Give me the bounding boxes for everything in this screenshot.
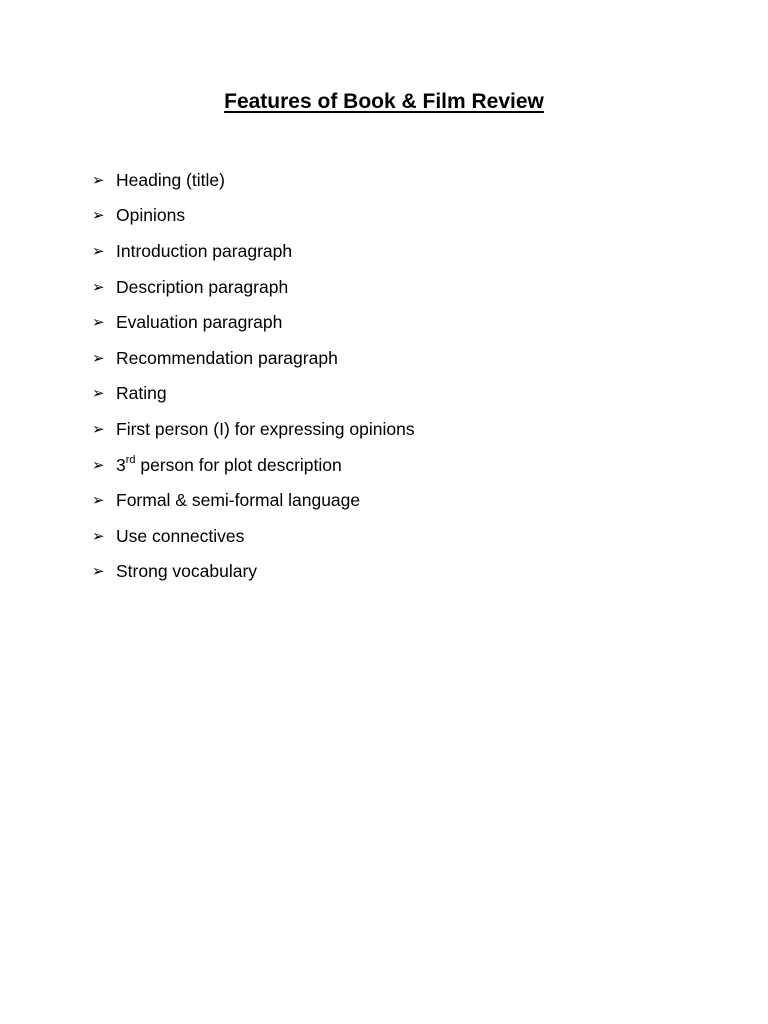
page-title-text: Features of Book & Film Review — [224, 90, 544, 113]
page-title — [0, 86, 768, 118]
arrow-bullet-icon: ➢ — [92, 526, 105, 545]
arrow-bullet-icon: ➢ — [92, 455, 105, 474]
list-item — [92, 482, 415, 518]
list-item — [92, 304, 415, 340]
arrow-bullet-icon: ➢ — [92, 348, 105, 367]
list-item-text-rest: person for plot description — [135, 454, 342, 475]
arrow-bullet-icon: ➢ — [92, 277, 105, 296]
list-item — [92, 518, 415, 554]
arrow-bullet-icon: ➢ — [92, 562, 105, 581]
arrow-bullet-icon: ➢ — [92, 241, 105, 260]
list-item — [92, 447, 415, 483]
list-item — [92, 340, 415, 376]
list-item-text: Introduction paragraph — [116, 240, 293, 261]
list-item-text — [116, 451, 342, 479]
list-item-text: Recommendation paragraph — [116, 347, 338, 368]
list-item — [92, 233, 415, 269]
list-item — [92, 162, 415, 198]
arrow-bullet-icon: ➢ — [92, 419, 105, 438]
arrow-bullet-icon: ➢ — [92, 206, 105, 225]
list-item-text: Evaluation paragraph — [116, 312, 283, 333]
list-item-text: Formal & semi-formal language — [116, 490, 361, 511]
list-item — [92, 554, 415, 590]
ordinal-number: 3 — [116, 454, 126, 475]
list-item — [92, 411, 415, 447]
feature-list — [92, 162, 415, 589]
list-item-text: Use connectives — [116, 525, 245, 546]
list-item — [92, 376, 415, 412]
list-item-text: First person (I) for expressing opinions — [116, 418, 415, 439]
list-item-text: Strong vocabulary — [116, 561, 258, 582]
arrow-bullet-icon: ➢ — [92, 384, 105, 403]
list-item-text: Rating — [116, 383, 167, 404]
list-item-text: Description paragraph — [116, 276, 289, 297]
ordinal-suffix: rd — [125, 453, 136, 466]
list-item-text: Opinions — [116, 205, 186, 226]
list-item — [92, 198, 415, 234]
arrow-bullet-icon: ➢ — [92, 170, 105, 189]
arrow-bullet-icon: ➢ — [92, 313, 105, 332]
arrow-bullet-icon: ➢ — [92, 491, 105, 510]
list-item-text: Heading (title) — [116, 169, 225, 190]
list-item — [92, 269, 415, 305]
